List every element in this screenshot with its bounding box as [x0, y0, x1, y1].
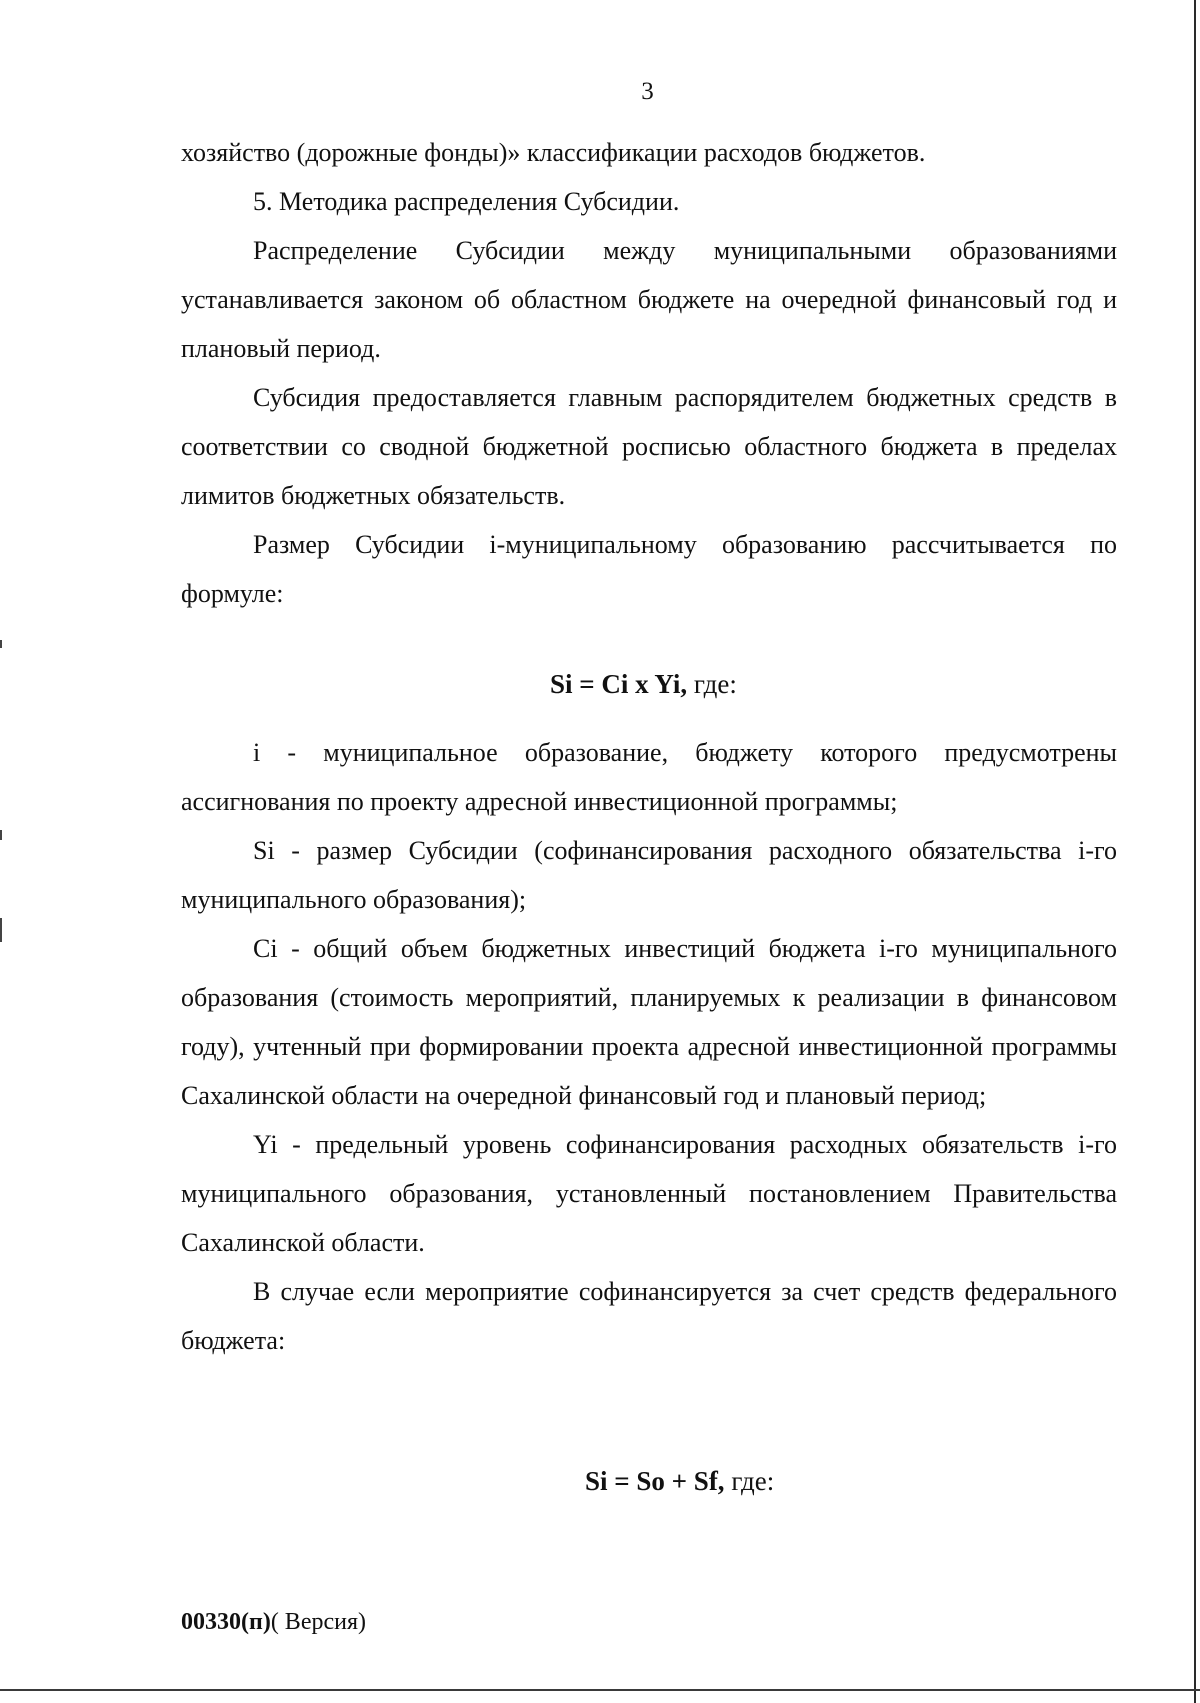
text-block-1	[181, 128, 1117, 618]
scan-border-bottom	[0, 1689, 1200, 1691]
section-heading: 5. Методика распределения Субсидии.	[253, 187, 680, 216]
formula-suffix: где:	[687, 669, 737, 699]
text-block-2	[181, 728, 1117, 1365]
definition-i: i - муниципальное образование, бюджету которого предусмотрены ассигнования по проекту адресной инвестиционной программы;	[181, 738, 1117, 816]
scan-border-right	[1194, 0, 1196, 1703]
definition-si: Si - размер Субсидии (софинансирования расходного обязательства i-го муниципального образования);	[181, 836, 1117, 914]
formula-suffix: где:	[724, 1466, 775, 1496]
formula-expression: Si = So + Sf,	[585, 1466, 725, 1496]
scan-mark	[0, 640, 2, 648]
document-code	[181, 1609, 366, 1636]
formula-si-ci-yi	[550, 669, 737, 700]
paragraph: Размер Субсидии i-муниципальному образованию рассчитывается по формуле:	[181, 530, 1117, 608]
scan-mark	[0, 830, 2, 840]
definition-yi: Yi - предельный уровень софинансирования расходных обязательств i-го муниципального образования, установленный постановлением Правительства Сахалинской области.	[181, 1130, 1117, 1257]
page-number: 3	[641, 78, 654, 105]
paragraph: Распределение Субсидии между муниципальными образованиями устанавливается законом об областном бюджете на очередной финансовый год и плановый период.	[181, 236, 1117, 363]
paragraph-continuation: хозяйство (дорожные фонды)» классификации расходов бюджетов.	[181, 138, 926, 167]
formula-si-so-sf	[585, 1466, 774, 1497]
paragraph: В случае если мероприятие софинансируется за счет средств федерального бюджета:	[181, 1277, 1117, 1355]
document-code-version: ( Версия)	[270, 1609, 366, 1635]
definition-ci: Ci - общий объем бюджетных инвестиций бюджета i-го муниципального образования (стоимость мероприятий, планируемых к реализации в финансовом году), учтенный при формировании проекта адресной инвестиционной программы Сахалинской области на очередной финансовый год и плановый период;	[181, 934, 1117, 1110]
paragraph: Субсидия предоставляется главным распорядителем бюджетных средств в соответствии со сводной бюджетной росписью областного бюджета в пределах лимитов бюджетных обязательств.	[181, 383, 1117, 510]
formula-expression: Si = Ci x Yi,	[550, 669, 688, 699]
document-code-number: 00330(п)	[181, 1609, 271, 1635]
scan-mark	[0, 918, 2, 942]
